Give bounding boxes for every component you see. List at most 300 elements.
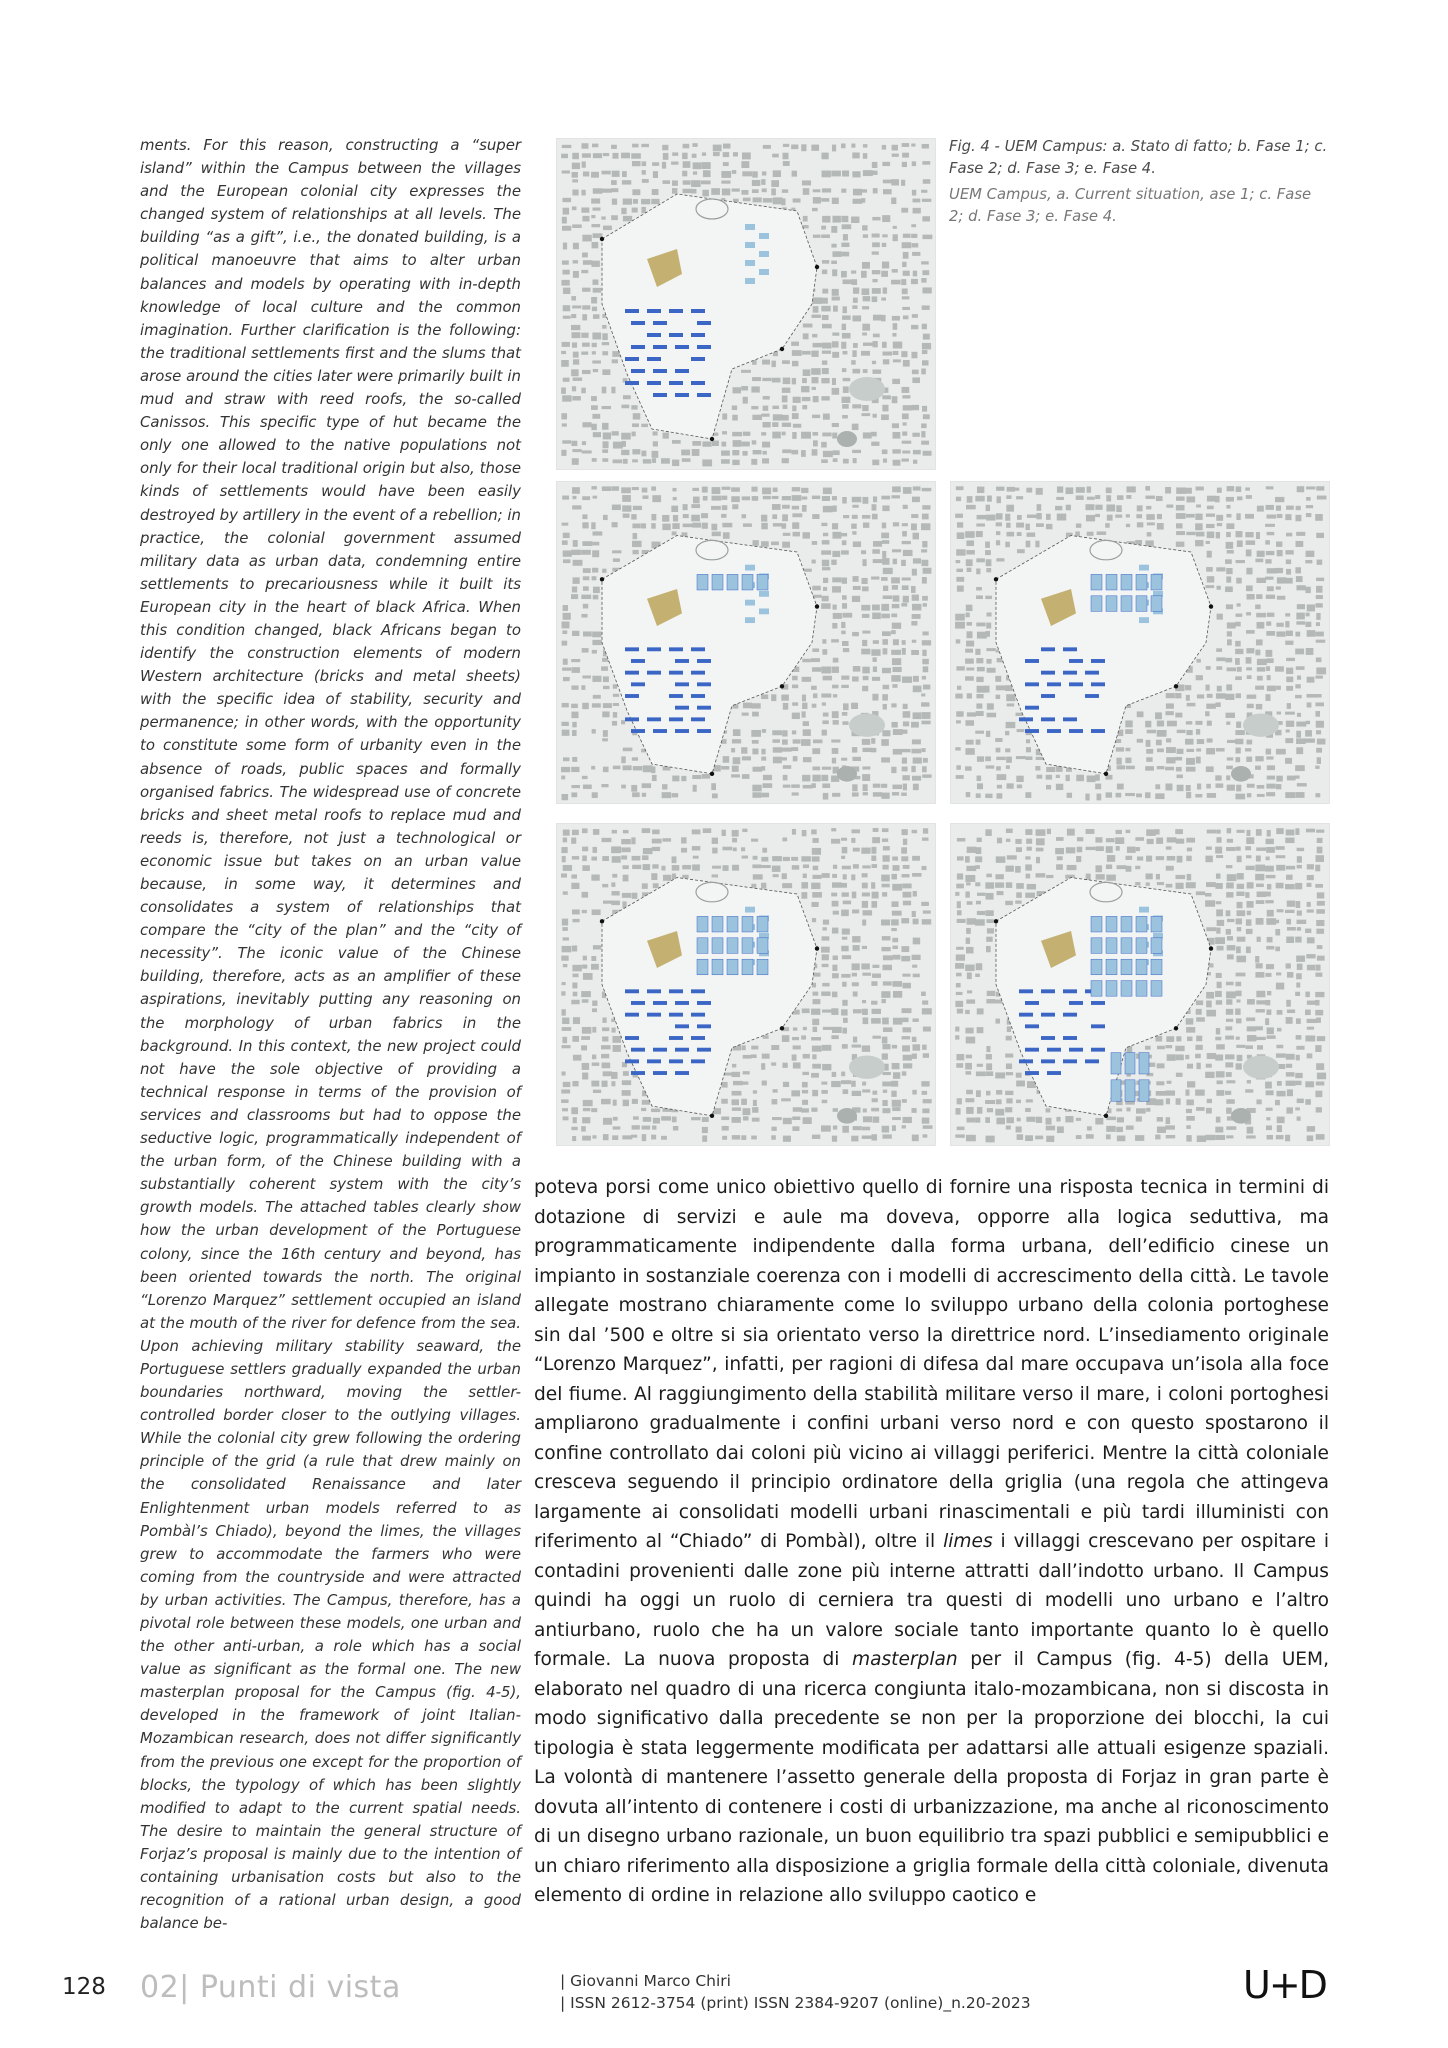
urban-building: [1236, 892, 1244, 896]
urban-building: [783, 775, 788, 781]
urban-building: [977, 756, 984, 761]
phase-block: [1091, 916, 1102, 932]
urban-building: [721, 442, 726, 447]
urban-building: [611, 145, 617, 149]
urban-building: [892, 379, 900, 384]
urban-building: [1047, 829, 1051, 834]
urban-building: [602, 325, 606, 329]
campus-access-point: [710, 772, 714, 776]
urban-building: [921, 549, 927, 552]
urban-building: [872, 864, 878, 868]
urban-building: [1056, 837, 1064, 841]
urban-building: [812, 496, 820, 500]
urban-building: [562, 1037, 567, 1043]
urban-building: [893, 460, 901, 466]
urban-building: [653, 441, 658, 446]
urban-building: [722, 523, 732, 528]
urban-building: [872, 1091, 877, 1095]
urban-building: [902, 523, 908, 526]
urban-building: [1066, 847, 1075, 853]
campus-building-blue: [625, 1059, 639, 1063]
urban-building: [1316, 694, 1322, 698]
urban-building: [996, 558, 1004, 561]
urban-building: [1297, 927, 1301, 931]
urban-building: [1195, 1054, 1201, 1059]
urban-building: [1166, 505, 1173, 508]
urban-building: [642, 1126, 651, 1130]
urban-building: [872, 251, 879, 254]
urban-building: [672, 440, 681, 444]
urban-building: [582, 865, 590, 871]
urban-building: [1117, 765, 1126, 769]
urban-building: [722, 1136, 727, 1140]
urban-building: [1316, 603, 1323, 607]
urban-building: [901, 180, 905, 186]
urban-building: [921, 1081, 929, 1086]
urban-building: [1167, 856, 1176, 861]
urban-building: [571, 883, 579, 889]
urban-building: [592, 1055, 596, 1060]
phase-block: [1106, 981, 1117, 997]
urban-building: [773, 874, 779, 877]
urban-building: [921, 693, 925, 696]
urban-building: [921, 423, 926, 428]
urban-building: [882, 828, 889, 832]
urban-building: [621, 405, 629, 409]
campus-building-blue: [675, 369, 689, 373]
urban-building: [611, 1072, 617, 1079]
urban-building: [1206, 567, 1213, 572]
urban-building: [1316, 920, 1324, 926]
urban-building: [1285, 1135, 1290, 1142]
urban-building: [812, 667, 821, 672]
urban-building: [801, 450, 806, 457]
urban-building: [763, 145, 771, 149]
urban-building: [621, 487, 631, 493]
urban-building: [891, 197, 896, 204]
urban-building: [1235, 757, 1240, 762]
urban-building: [976, 901, 981, 905]
urban-building: [842, 252, 850, 257]
urban-building: [977, 632, 987, 639]
urban-building: [966, 540, 974, 546]
urban-building: [712, 487, 721, 494]
urban-building: [1196, 1063, 1200, 1069]
urban-building: [562, 342, 570, 347]
urban-building: [782, 496, 791, 500]
urban-building: [713, 152, 720, 156]
campus-building-blue: [625, 1036, 639, 1040]
urban-building: [1246, 757, 1252, 762]
urban-building: [902, 541, 911, 544]
urban-building: [881, 533, 889, 539]
urban-building: [995, 874, 1003, 879]
urban-building: [863, 792, 868, 795]
urban-building: [892, 792, 899, 796]
campus-building-blue: [653, 1071, 667, 1075]
urban-building: [1286, 1072, 1295, 1077]
urban-building: [1196, 659, 1200, 663]
urban-building: [1317, 757, 1321, 764]
urban-building: [842, 847, 848, 853]
urban-building: [593, 153, 602, 158]
urban-building: [1306, 648, 1314, 655]
urban-building: [1295, 695, 1302, 698]
urban-building: [832, 604, 836, 609]
urban-building: [803, 324, 813, 328]
urban-building: [1306, 613, 1310, 617]
urban-building: [922, 505, 930, 509]
urban-building: [762, 1081, 767, 1086]
urban-building: [1156, 874, 1160, 880]
urban-building: [1146, 514, 1154, 520]
urban-building: [1175, 713, 1182, 718]
urban-building: [996, 685, 1006, 690]
urban-building: [1025, 856, 1030, 859]
urban-building: [803, 1117, 812, 1124]
urban-building: [1255, 874, 1264, 880]
urban-building: [872, 234, 880, 238]
phase-block: [757, 916, 768, 932]
urban-building: [921, 992, 926, 996]
urban-building: [902, 242, 912, 248]
urban-building: [783, 765, 792, 769]
urban-building: [711, 783, 716, 790]
urban-building: [722, 431, 727, 434]
campus-building-blue: [625, 309, 639, 313]
urban-building: [592, 631, 601, 637]
urban-building: [571, 296, 576, 301]
urban-building: [922, 406, 927, 412]
urban-building: [1156, 1091, 1166, 1096]
urban-building: [621, 847, 630, 852]
urban-building: [702, 1117, 709, 1122]
urban-building: [902, 262, 906, 267]
campus-building-blue: [691, 671, 705, 675]
urban-building: [1136, 1108, 1146, 1113]
urban-building: [1256, 704, 1262, 709]
urban-building: [762, 378, 771, 381]
campus-building-blue: [1069, 682, 1083, 686]
campus-building-blue: [675, 729, 689, 733]
urban-building: [912, 243, 919, 247]
urban-building: [1077, 847, 1083, 853]
urban-building: [752, 180, 761, 186]
urban-building: [1277, 1028, 1282, 1032]
urban-building: [841, 533, 847, 536]
phase-block: [697, 574, 708, 590]
urban-building: [966, 882, 970, 885]
urban-building: [1217, 920, 1225, 926]
urban-building: [1027, 884, 1036, 890]
urban-building: [1265, 524, 1275, 527]
urban-building: [911, 766, 915, 772]
urban-building: [792, 513, 802, 517]
urban-building: [1007, 487, 1015, 492]
urban-building: [903, 360, 910, 367]
urban-building: [853, 541, 861, 547]
urban-building: [741, 847, 745, 851]
urban-building: [842, 351, 847, 355]
campus-building-blue: [1091, 1048, 1105, 1052]
urban-building: [1305, 738, 1315, 742]
urban-building: [1307, 677, 1315, 683]
urban-building: [772, 154, 779, 158]
urban-building: [862, 515, 870, 519]
urban-building: [592, 792, 598, 798]
campus-building-blue: [625, 1013, 639, 1017]
urban-building: [1245, 748, 1251, 751]
urban-building: [966, 999, 975, 1003]
urban-building: [1166, 738, 1171, 742]
urban-building: [912, 739, 921, 744]
urban-building: [1246, 657, 1252, 663]
urban-building: [623, 830, 629, 833]
urban-building: [772, 1099, 778, 1104]
urban-building: [731, 1099, 739, 1105]
urban-building: [1307, 694, 1317, 698]
urban-building: [1316, 909, 1325, 914]
urban-building: [1126, 1107, 1130, 1111]
urban-building: [1216, 901, 1222, 904]
urban-building: [1175, 693, 1181, 698]
urban-building: [782, 423, 791, 427]
urban-building: [1267, 1035, 1276, 1039]
campus-building-existing: [759, 269, 769, 275]
urban-building: [912, 161, 916, 166]
campus-building-blue: [1019, 989, 1033, 993]
urban-building: [986, 893, 994, 900]
urban-building: [922, 766, 927, 772]
urban-building: [1056, 1117, 1060, 1122]
urban-building: [813, 739, 823, 743]
urban-building: [1226, 882, 1234, 888]
urban-building: [1006, 523, 1011, 528]
urban-building: [1145, 486, 1150, 491]
urban-building: [893, 342, 902, 349]
urban-building: [956, 666, 964, 670]
urban-building: [661, 1136, 667, 1140]
urban-building: [852, 450, 861, 453]
urban-building: [572, 757, 577, 762]
urban-building: [1265, 1018, 1269, 1025]
urban-building: [812, 334, 817, 338]
urban-building: [1316, 1081, 1325, 1085]
urban-building: [913, 712, 922, 719]
urban-building: [862, 1135, 872, 1138]
urban-building: [862, 288, 870, 295]
urban-building: [651, 514, 656, 520]
urban-building: [561, 351, 566, 354]
urban-building: [642, 828, 651, 833]
urban-building: [562, 226, 571, 231]
urban-building: [802, 351, 811, 355]
urban-building: [1275, 846, 1284, 850]
urban-building: [883, 287, 887, 293]
urban-building: [572, 172, 578, 178]
urban-building: [852, 982, 859, 986]
urban-building: [892, 856, 898, 860]
campus-building-blue: [1063, 1013, 1077, 1017]
urban-building: [1096, 846, 1104, 851]
urban-building: [592, 343, 597, 347]
urban-building: [871, 981, 877, 986]
urban-building: [561, 873, 567, 877]
campus-building-blue: [1025, 682, 1039, 686]
urban-building: [1257, 667, 1266, 671]
campus-access-point: [1104, 1114, 1108, 1118]
urban-building: [573, 377, 583, 381]
urban-building: [573, 359, 579, 364]
urban-building: [872, 217, 880, 220]
urban-building: [903, 784, 907, 791]
urban-building: [1276, 784, 1281, 789]
urban-building: [813, 440, 818, 446]
campus-building-blue: [647, 989, 661, 993]
urban-building: [623, 875, 629, 882]
urban-building: [967, 568, 972, 572]
urban-building: [761, 414, 769, 417]
urban-building: [602, 856, 609, 861]
urban-building: [892, 684, 897, 688]
campus-building-blue: [1063, 1036, 1077, 1040]
urban-building: [1267, 1135, 1273, 1140]
urban-building: [581, 1036, 590, 1040]
urban-building: [631, 785, 637, 792]
urban-building: [892, 423, 899, 428]
urban-building: [1226, 775, 1230, 780]
urban-building: [912, 965, 917, 968]
urban-building: [631, 153, 641, 158]
urban-building: [652, 189, 659, 195]
urban-building: [903, 422, 907, 425]
urban-building: [602, 711, 609, 717]
urban-building: [871, 1134, 877, 1140]
urban-building: [822, 289, 828, 294]
urban-building: [882, 352, 892, 356]
urban-building: [923, 603, 927, 607]
urban-building: [892, 432, 900, 439]
urban-building: [883, 981, 892, 985]
campus-building-blue: [1025, 1071, 1039, 1075]
green-area: [849, 377, 885, 401]
urban-building: [612, 874, 617, 878]
urban-building: [642, 1134, 647, 1141]
urban-building: [752, 1107, 758, 1113]
urban-building: [761, 694, 768, 699]
urban-building: [1057, 486, 1063, 492]
urban-building: [812, 560, 816, 564]
urban-building: [812, 1019, 819, 1025]
urban-building: [1276, 1135, 1284, 1139]
urban-building: [882, 865, 888, 870]
urban-building: [903, 1055, 912, 1061]
urban-building: [572, 856, 579, 860]
urban-building: [892, 1107, 900, 1111]
urban-building: [812, 297, 822, 304]
campus-building-blue: [647, 717, 661, 721]
urban-building: [751, 1136, 757, 1140]
urban-building: [893, 351, 899, 355]
urban-building: [592, 640, 601, 645]
urban-building: [891, 613, 897, 617]
urban-building: [852, 424, 859, 430]
urban-building: [1207, 1099, 1212, 1103]
urban-building: [1256, 613, 1266, 617]
campus-building-blue: [647, 381, 661, 385]
urban-building: [1197, 694, 1204, 698]
urban-building: [912, 252, 920, 256]
urban-building: [743, 1071, 750, 1074]
urban-building: [1315, 1091, 1322, 1097]
urban-building: [812, 748, 820, 754]
urban-building: [1065, 1116, 1073, 1122]
urban-building: [582, 648, 589, 653]
urban-building: [792, 865, 799, 870]
urban-building: [612, 486, 619, 490]
urban-building: [1245, 846, 1251, 850]
urban-building: [976, 658, 983, 663]
urban-building: [882, 694, 888, 700]
urban-building: [1157, 1117, 1163, 1122]
urban-building: [1317, 847, 1323, 854]
urban-building: [921, 721, 930, 725]
urban-building: [741, 370, 751, 373]
urban-building: [922, 866, 927, 870]
urban-building: [995, 1072, 1005, 1078]
urban-building: [922, 1118, 930, 1124]
urban-building: [822, 1045, 832, 1051]
urban-building: [782, 360, 790, 364]
urban-building: [771, 361, 775, 367]
urban-building: [1285, 884, 1295, 889]
urban-building: [692, 488, 699, 491]
urban-building: [673, 1126, 678, 1131]
campus-building-blue: [691, 717, 705, 721]
urban-building: [792, 361, 798, 366]
urban-building: [912, 1018, 918, 1022]
urban-building: [1275, 947, 1280, 952]
urban-building: [1316, 855, 1325, 862]
map-b-phase-1: [556, 481, 936, 804]
urban-building: [912, 497, 920, 503]
urban-building: [892, 333, 896, 337]
urban-building: [1096, 794, 1101, 801]
urban-building: [1166, 846, 1172, 849]
urban-building: [901, 351, 907, 357]
urban-building: [723, 756, 729, 763]
urban-building: [882, 1053, 888, 1059]
urban-building: [1146, 749, 1153, 754]
urban-building: [1135, 1135, 1144, 1141]
urban-building: [593, 829, 599, 835]
urban-building: [773, 414, 782, 420]
urban-building: [563, 757, 570, 761]
urban-building: [871, 649, 880, 656]
urban-building: [1216, 648, 1222, 652]
campus-access-point: [780, 347, 784, 351]
urban-building: [603, 686, 610, 689]
urban-building: [621, 433, 631, 440]
urban-building: [841, 243, 849, 247]
urban-building: [593, 595, 599, 600]
urban-building: [732, 766, 739, 772]
urban-building: [1207, 830, 1217, 834]
urban-building: [872, 296, 878, 302]
urban-building: [813, 189, 821, 192]
urban-building: [701, 513, 708, 518]
urban-building: [633, 766, 643, 770]
